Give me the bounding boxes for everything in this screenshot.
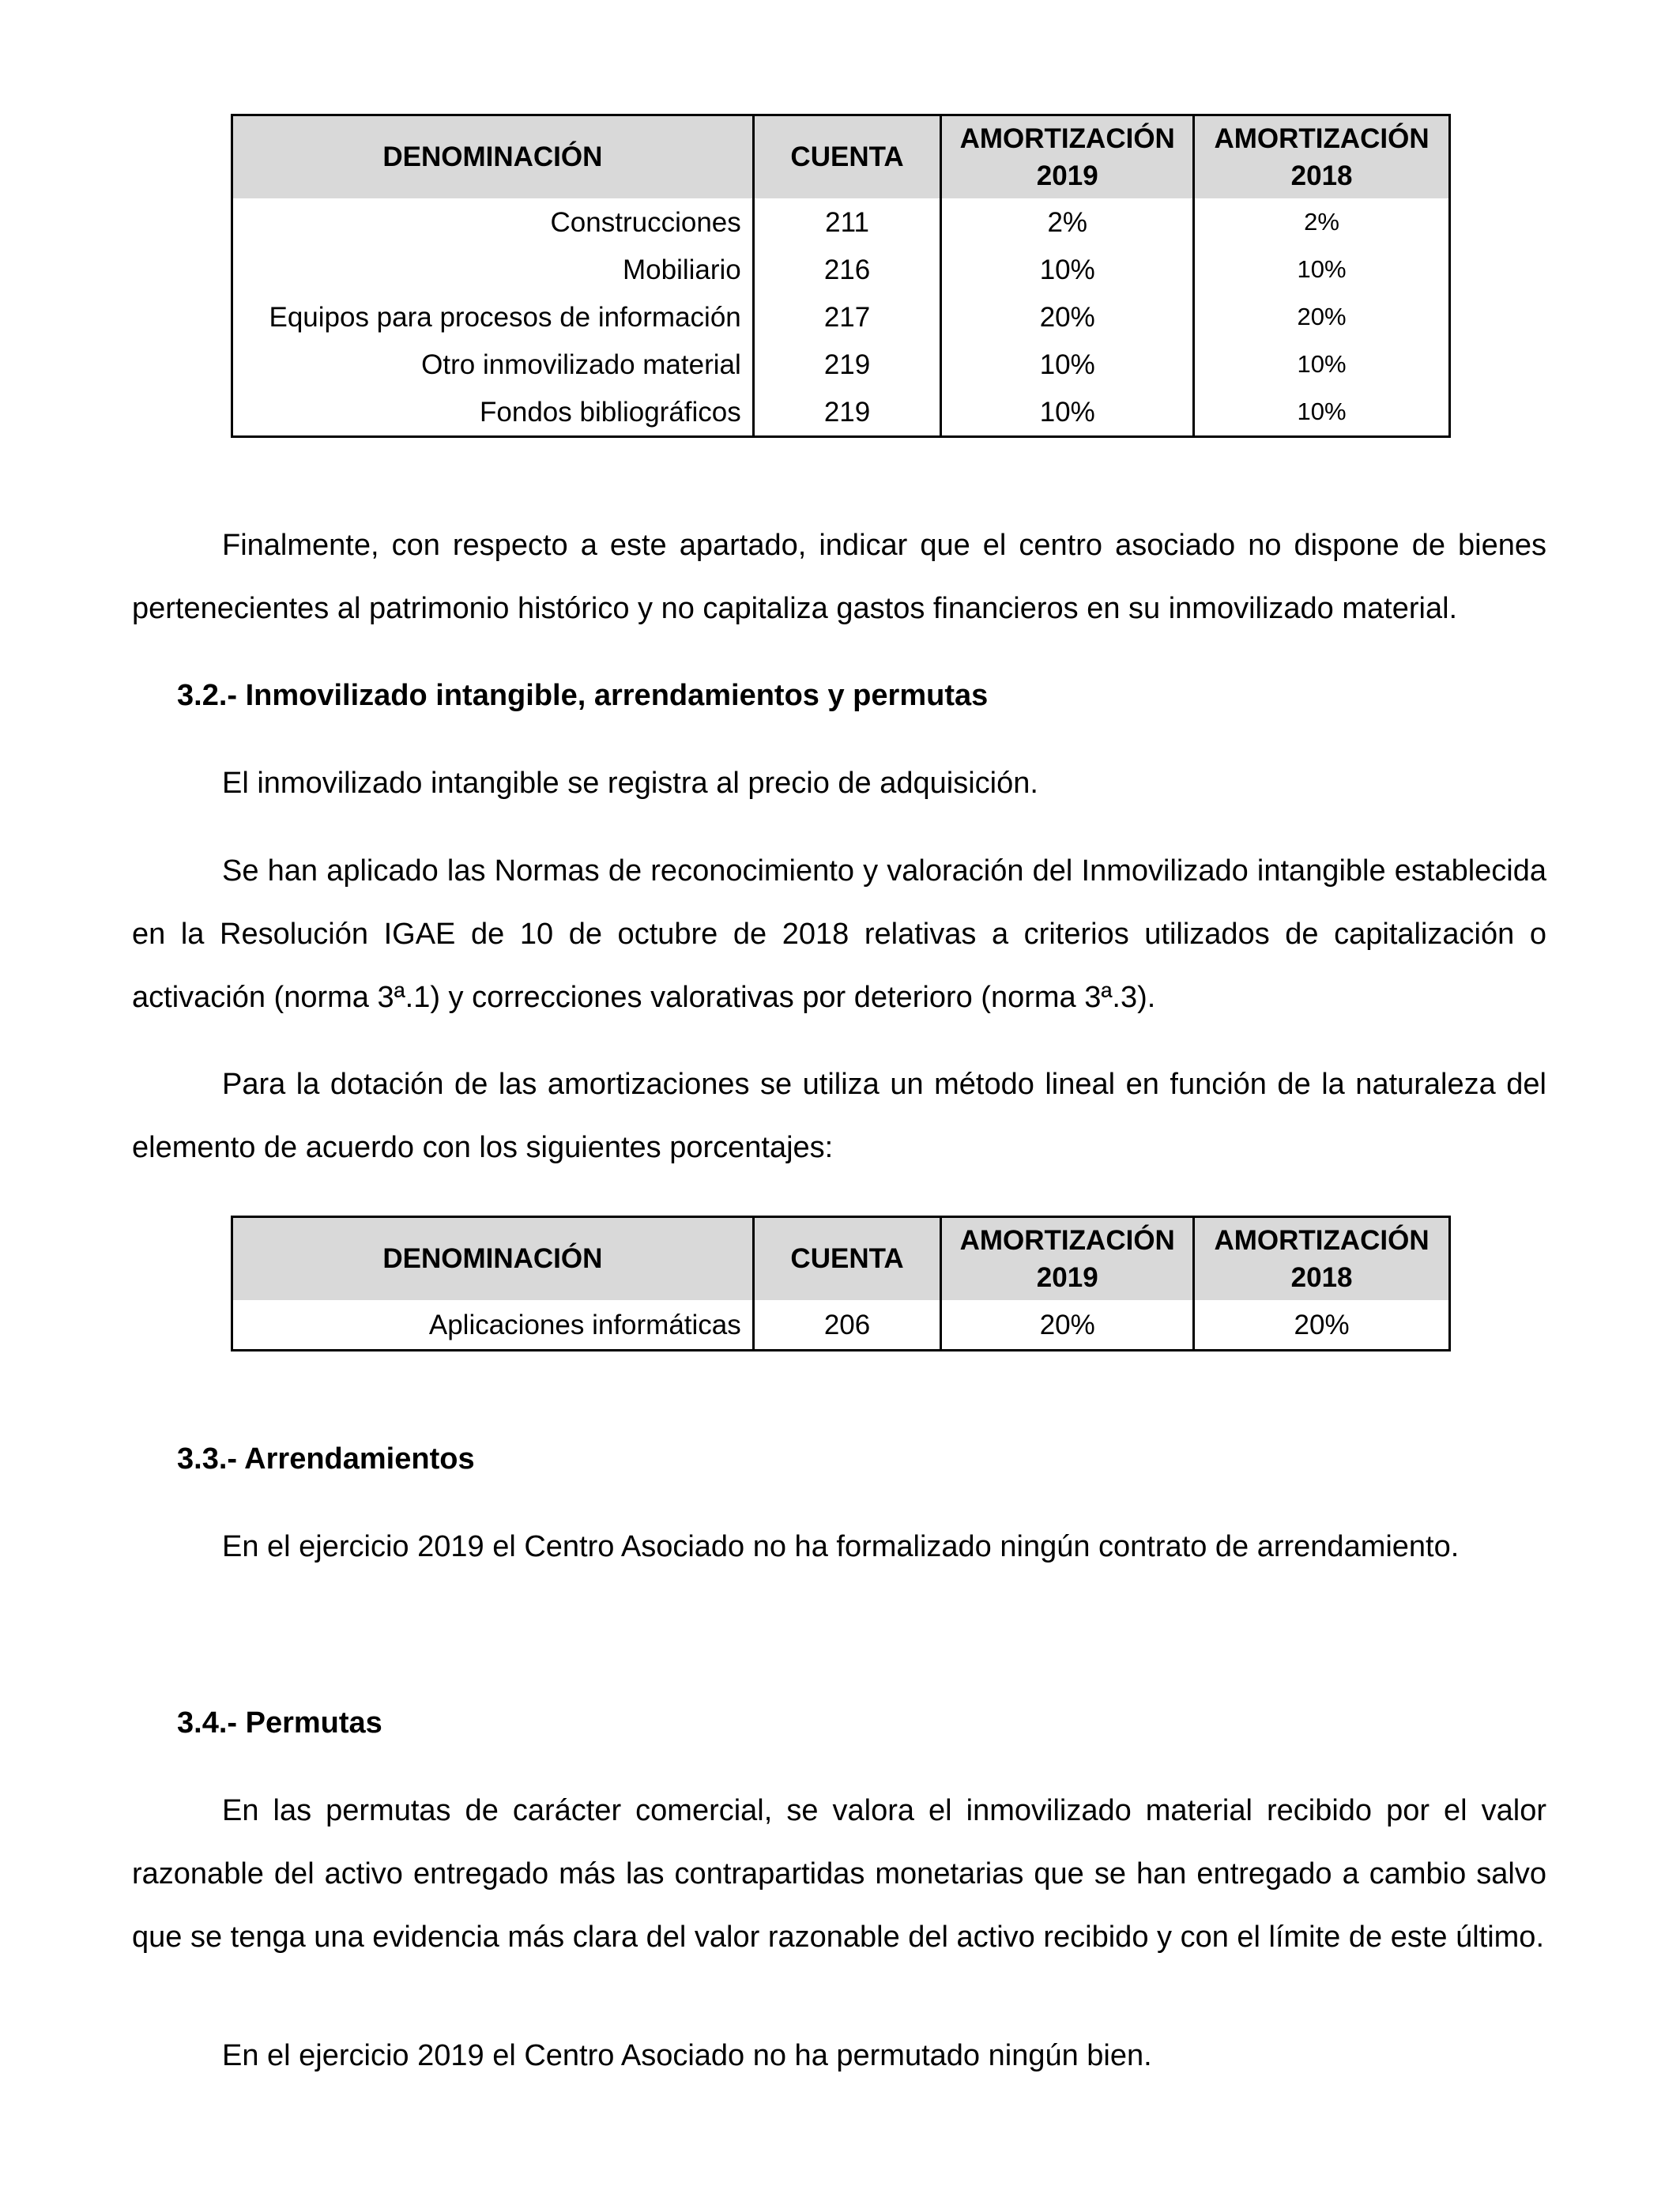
table-row	[232, 293, 1450, 341]
cell-cuenta: 219	[753, 388, 941, 437]
header-cuenta: CUENTA	[753, 1217, 941, 1301]
header-denominacion: DENOMINACIÓN	[232, 1217, 754, 1301]
paragraph-intangible-precio: El inmovilizado intangible se registra al precio de adquisición.	[222, 767, 1038, 800]
header-amortizacion-2018: AMORTIZACIÓN 2018	[1194, 1217, 1450, 1301]
amortization-table-material	[231, 114, 1451, 438]
table-row	[232, 341, 1450, 388]
paragraph-arrendamiento: En el ejercicio 2019 el Centro Asociado no ha formalizado ningún contrato de arrendamiento.	[222, 1530, 1460, 1563]
cell-denominacion: Fondos bibliográficos	[232, 388, 754, 437]
section-heading-3-3: 3.3.- Arrendamientos	[177, 1442, 475, 1476]
table-header-row	[232, 115, 1450, 199]
section-heading-3-4: 3.4.- Permutas	[177, 1706, 382, 1740]
header-cuenta: CUENTA	[753, 115, 941, 199]
cell-amortizacion-2019: 20%	[941, 1300, 1194, 1351]
cell-amortizacion-2018: 2%	[1194, 198, 1450, 246]
cell-amortizacion-2018: 20%	[1194, 293, 1450, 341]
cell-amortizacion-2019: 10%	[941, 388, 1194, 437]
cell-denominacion: Aplicaciones informáticas	[232, 1300, 754, 1351]
table-row	[232, 198, 1450, 246]
cell-cuenta: 211	[753, 198, 941, 246]
cell-cuenta: 216	[753, 246, 941, 293]
cell-cuenta: 217	[753, 293, 941, 341]
cell-amortizacion-2019: 10%	[941, 246, 1194, 293]
cell-amortizacion-2019: 10%	[941, 341, 1194, 388]
table-row	[232, 388, 1450, 437]
cell-amortizacion-2018: 10%	[1194, 341, 1450, 388]
cell-denominacion: Equipos para procesos de información	[232, 293, 754, 341]
cell-amortizacion-2019: 20%	[941, 293, 1194, 341]
paragraph-dotacion: Para la dotación de las amortizaciones se utiliza un método lineal en función de la naturaleza del elemento de acuerdo con los siguientes porcentajes:	[132, 1068, 1546, 1164]
cell-denominacion: Construcciones	[232, 198, 754, 246]
paragraph-normas: Se han aplicado las Normas de reconocimiento y valoración del Inmovilizado intangible establecida en la Resolución IGAE de 10 de octubre de 2018 relativas a criterios utilizados de capitalización o activación (norma 3ª.1) y correcciones valorativas por deterioro (norma 3ª.3).	[132, 854, 1546, 1014]
cell-cuenta: 206	[753, 1300, 941, 1351]
table-row	[232, 246, 1450, 293]
cell-denominacion: Mobiliario	[232, 246, 754, 293]
table-row	[232, 1300, 1450, 1351]
cell-amortizacion-2018: 20%	[1194, 1300, 1450, 1351]
section-heading-3-2: 3.2.- Inmovilizado intangible, arrendamientos y permutas	[177, 679, 989, 712]
paragraph-permutas-comercial: En las permutas de carácter comercial, se valora el inmovilizado material recibido por el valor razonable del activo entregado más las contrapartidas monetarias que se han entregado a cambio salvo que se tenga una evidencia más clara del valor razonable del activo recibido y con el límite de este último.	[132, 1794, 1546, 1954]
cell-denominacion: Otro inmovilizado material	[232, 341, 754, 388]
header-denominacion: DENOMINACIÓN	[232, 115, 754, 199]
cell-amortizacion-2019: 2%	[941, 198, 1194, 246]
amortization-table-intangible	[231, 1216, 1451, 1351]
header-amortizacion-2019: AMORTIZACIÓN 2019	[941, 1217, 1194, 1301]
cell-amortizacion-2018: 10%	[1194, 388, 1450, 437]
table-header-row	[232, 1217, 1450, 1301]
paragraph-finalmente: Finalmente, con respecto a este apartado, indicar que el centro asociado no dispone de bienes pertenecientes al patrimonio histórico y no capitaliza gastos financieros en su inmovilizado material.	[132, 529, 1546, 625]
header-amortizacion-2018: AMORTIZACIÓN 2018	[1194, 115, 1450, 199]
paragraph-permutas-2019: En el ejercicio 2019 el Centro Asociado no ha permutado ningún bien.	[222, 2039, 1152, 2072]
header-amortizacion-2019: AMORTIZACIÓN 2019	[941, 115, 1194, 199]
cell-cuenta: 219	[753, 341, 941, 388]
cell-amortizacion-2018: 10%	[1194, 246, 1450, 293]
